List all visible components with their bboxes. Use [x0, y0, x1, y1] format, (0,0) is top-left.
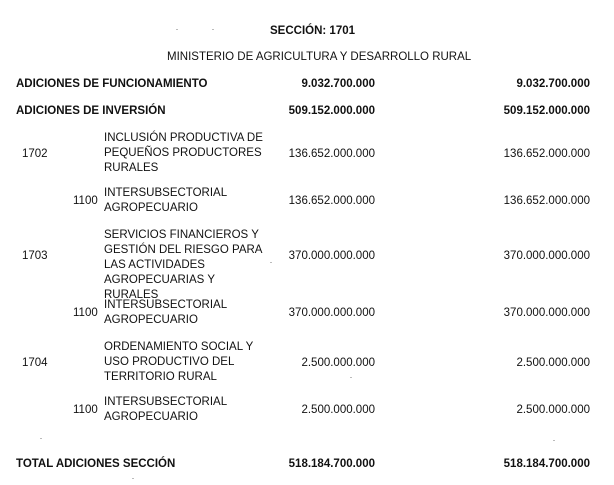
scan-speck — [212, 29, 214, 30]
program-desc-1702: INCLUSIÓN PRODUCTIVA DE PEQUEÑOS PRODUCTORES RURALES — [104, 132, 263, 174]
program-amount-1-1704: 2.500.000.000 — [301, 357, 375, 369]
program-code-1702: 1702 — [22, 148, 48, 160]
program-amount-1-1702: 136.652.000.000 — [288, 148, 375, 160]
total-amount-1: 518.184.700.000 — [288, 458, 375, 470]
funcionamiento-amount-1: 9.032.700.000 — [301, 78, 375, 90]
subprogram-amount-2-1703: 370.000.000.000 — [503, 307, 590, 319]
subprogram-desc-1703: INTERSUBSECTORIAL AGROPECUARIO — [104, 299, 227, 326]
inversion-amount-2: 509.152.000.000 — [503, 105, 590, 117]
subprogram-amount-1-1703: 370.000.000.000 — [288, 307, 375, 319]
subprogram-code-1704: 1100 — [73, 404, 98, 416]
total-amount-2: 518.184.700.000 — [503, 458, 590, 470]
program-code-1703: 1703 — [22, 250, 48, 262]
subprogram-desc-1702: INTERSUBSECTORIAL AGROPECUARIO — [104, 187, 227, 214]
program-amount-2-1704: 2.500.000.000 — [516, 357, 590, 369]
scan-speck — [350, 377, 352, 378]
subprogram-amount-2-1704: 2.500.000.000 — [516, 404, 590, 416]
scan-speck — [270, 262, 272, 263]
scan-speck — [132, 478, 134, 479]
subprogram-amount-2-1702: 136.652.000.000 — [503, 195, 590, 207]
subprogram-code-1702: 1100 — [73, 195, 98, 207]
scan-speck — [176, 29, 178, 30]
inversion-amount-1: 509.152.000.000 — [288, 105, 375, 117]
scan-speck — [553, 440, 555, 441]
subprogram-desc-1704: INTERSUBSECTORIAL AGROPECUARIO — [104, 396, 227, 423]
subprogram-amount-1-1704: 2.500.000.000 — [301, 404, 375, 416]
program-desc-1704: ORDENAMIENTO SOCIAL Y USO PRODUCTIVO DEL TERRITORIO RURAL — [104, 341, 254, 383]
inversion-label: ADICIONES DE INVERSIÓN — [16, 105, 166, 117]
subprogram-code-1703: 1100 — [73, 307, 98, 319]
section-title: SECCIÓN: 1701 — [270, 25, 356, 37]
program-code-1704: 1704 — [22, 357, 48, 369]
funcionamiento-label: ADICIONES DE FUNCIONAMIENTO — [16, 78, 208, 90]
program-desc-1703: SERVICIOS FINANCIEROS Y GESTIÓN DEL RIESGO PARA LAS ACTIVIDADES AGROPECUARIAS Y RURALES — [104, 229, 262, 301]
program-amount-2-1703: 370.000.000.000 — [503, 250, 590, 262]
scan-speck — [40, 438, 42, 439]
program-amount-1-1703: 370.000.000.000 — [288, 250, 375, 262]
total-label: TOTAL ADICIONES SECCIÓN — [16, 458, 176, 470]
subprogram-amount-1-1702: 136.652.000.000 — [288, 195, 375, 207]
funcionamiento-amount-2: 9.032.700.000 — [516, 78, 590, 90]
program-amount-2-1702: 136.652.000.000 — [503, 148, 590, 160]
ministry-title: MINISTERIO DE AGRICULTURA Y DESARROLLO RURAL — [167, 51, 472, 63]
